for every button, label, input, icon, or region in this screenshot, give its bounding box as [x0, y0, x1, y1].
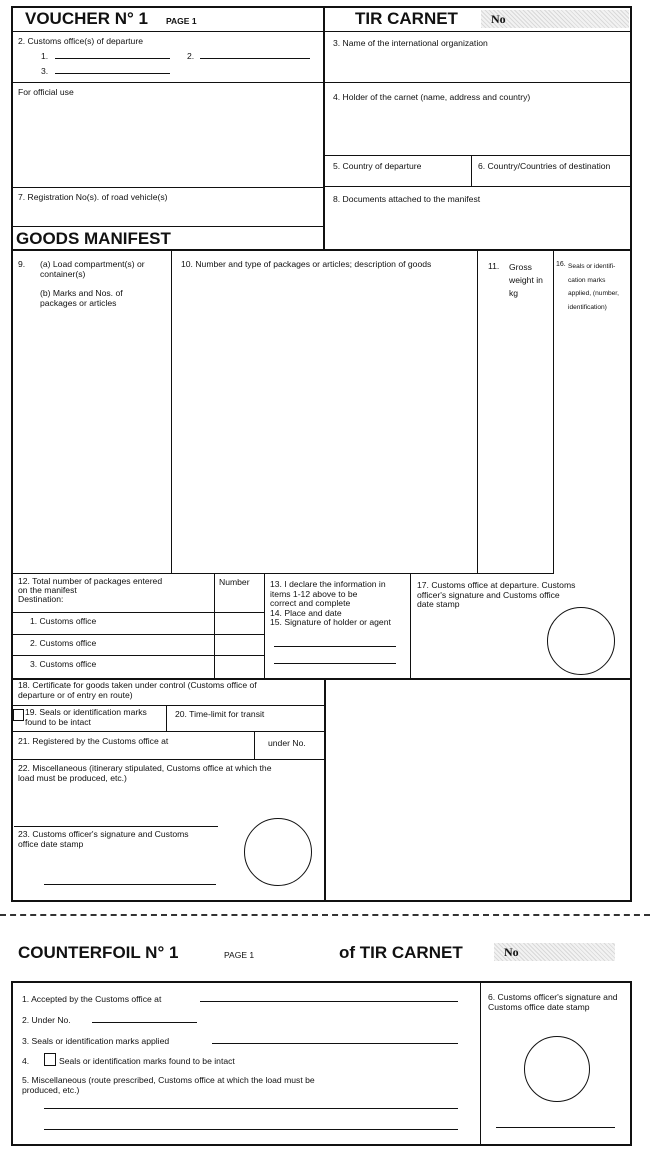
box23-label: 23. Customs officer's signature and Customs office date stamp — [18, 829, 189, 849]
divider-v-21 — [254, 731, 255, 759]
box2-field-3[interactable] — [55, 73, 170, 74]
carnet-number-box — [481, 10, 629, 28]
cf-border-top — [11, 981, 631, 983]
cf-item4-checkbox[interactable] — [44, 1053, 56, 1066]
cf-item2-field[interactable] — [92, 1022, 197, 1023]
cf-item1-field[interactable] — [200, 1001, 458, 1002]
box2-n3: 3. — [41, 66, 49, 76]
divider-h-manifest — [11, 249, 631, 251]
box22-label: 22. Miscellaneous (itinerary stipulated, Customs office at which the load must be produced, etc.) — [18, 763, 272, 783]
divider-h-18 — [11, 705, 325, 706]
cf-border-left — [11, 981, 13, 1145]
box19-checkbox[interactable] — [13, 709, 24, 721]
divider-v-19-20 — [166, 705, 167, 731]
box6-label: 6. Country/Countries of destination — [478, 161, 611, 171]
cf-item5: 5. Miscellaneous (route prescribed, Customs office at which the load must be produced, etc.) — [22, 1075, 315, 1095]
voucher-page: PAGE 1 — [166, 16, 197, 26]
box21-label: 21. Registered by the Customs office at — [18, 736, 169, 746]
divider-v-center — [323, 6, 325, 249]
cf-item3-field[interactable] — [212, 1043, 458, 1044]
box12-row2: 2. Customs office — [30, 638, 97, 648]
divider-v-col11 — [553, 249, 554, 574]
cf-item1: 1. Accepted by the Customs office at — [22, 994, 162, 1004]
cf-stamp-circle — [524, 1036, 590, 1102]
divider-h-l4 — [11, 226, 324, 227]
box15-signature-line-1[interactable] — [274, 646, 396, 647]
divider-h-b12-row3 — [11, 655, 264, 656]
border-right — [630, 6, 632, 901]
counterfoil-carnet-title: of TIR CARNET — [339, 943, 463, 962]
box2-field-1[interactable] — [55, 58, 170, 59]
divider-h-r1 — [323, 31, 631, 32]
tir-carnet-title: TIR CARNET — [355, 9, 458, 28]
divider-v-lower — [324, 678, 326, 901]
box11-label: Gross weight in kg — [509, 262, 543, 298]
cf-divider-v — [480, 981, 481, 1145]
cf-border-bottom — [11, 1144, 632, 1146]
box15-signature-line-2[interactable] — [274, 663, 396, 664]
box23-signature-line[interactable] — [44, 884, 216, 885]
box17-stamp-circle — [547, 607, 615, 675]
box20-label: 20. Time-limit for transit — [175, 709, 265, 719]
box12-row1: 1. Customs office — [30, 616, 97, 626]
box5-label: 5. Country of departure — [333, 161, 422, 171]
box2-label: 2. Customs office(s) of departure — [18, 36, 143, 46]
box12-number-header: Number — [219, 577, 250, 587]
box2-field-2[interactable] — [200, 58, 310, 59]
divider-h-21 — [11, 759, 325, 760]
cf-signature-line[interactable] — [496, 1127, 615, 1128]
box2-n2: 2. — [187, 51, 195, 61]
cf-box6-label: 6. Customs officer's signature and Customs office date stamp — [488, 992, 618, 1012]
divider-h-r3 — [323, 155, 631, 156]
divider-v-col10 — [477, 249, 478, 574]
counterfoil-number-box — [494, 943, 615, 961]
border-top — [11, 6, 631, 8]
box2-n1: 1. — [41, 51, 49, 61]
divider-h-b12-row1 — [11, 612, 264, 613]
divider-v-col9 — [171, 249, 172, 574]
official-use-label: For official use — [18, 87, 74, 97]
box9-num: 9. — [18, 259, 26, 269]
carnet-no-label: No — [491, 12, 506, 26]
box18-label: 18. Certificate for goods taken under control (Customs office of departure or of entry en route) — [18, 680, 257, 700]
voucher-title: VOUCHER N° 1 — [25, 9, 148, 28]
box4-label: 4. Holder of the carnet (name, address and country) — [333, 92, 531, 102]
box9-b: (b) Marks and Nos. of packages or articles — [40, 288, 123, 308]
divider-v-b12 — [214, 573, 215, 678]
divider-v-b13 — [264, 573, 265, 678]
box3-label: 3. Name of the international organization — [333, 38, 488, 48]
divider-h-manifest-bottom — [11, 573, 554, 574]
divider-h-r2 — [323, 82, 631, 83]
counterfoil-page: PAGE 1 — [224, 950, 255, 960]
cf-item4-label: Seals or identification marks found to be intact — [59, 1056, 235, 1066]
divider-h-b12-row2 — [11, 634, 264, 635]
cf-item5-field-1[interactable] — [44, 1108, 458, 1109]
cf-item5-field-2[interactable] — [44, 1129, 458, 1130]
goods-manifest-title: GOODS MANIFEST — [16, 229, 171, 248]
perforation-line — [0, 914, 650, 916]
box10-label: 10. Number and type of packages or articles; description of goods — [181, 259, 432, 269]
divider-h-l1 — [11, 31, 324, 32]
box8-label: 8. Documents attached to the manifest — [333, 194, 481, 204]
box16-num: 16. — [556, 261, 566, 268]
cf-border-right — [630, 981, 632, 1145]
cf-item4-num: 4. — [22, 1056, 30, 1066]
counterfoil-title: COUNTERFOIL N° 1 — [18, 943, 179, 962]
box9-a: (a) Load compartment(s) or container(s) — [40, 259, 145, 279]
box23-stamp-circle — [244, 818, 312, 886]
border-left — [11, 6, 13, 901]
box7-label: 7. Registration No(s). of road vehicle(s) — [18, 192, 168, 202]
box19-label: 19. Seals or identification marks found to be intact — [25, 707, 147, 727]
divider-v-56 — [471, 155, 472, 186]
box22-line[interactable] — [14, 826, 218, 827]
border-bottom — [11, 900, 632, 902]
divider-h-19 — [11, 731, 325, 732]
box21-under-no: under No. — [268, 738, 306, 748]
divider-h-r4 — [323, 186, 631, 187]
cf-item2: 2. Under No. — [22, 1015, 71, 1025]
box12-label: 12. Total number of packages entered on the manifest Destination: — [18, 576, 163, 604]
counterfoil-no-label: No — [504, 945, 519, 959]
box16-label: Seals or identifi- cation marks applied, (number, identification) — [568, 263, 619, 311]
box11-num: 11. — [488, 261, 500, 271]
box13-15-label: 13. I declare the information in items 1-12 above to be correct and complete 14. Place and date 15. Signature of holder or agent — [270, 579, 391, 628]
divider-h-l2 — [11, 82, 324, 83]
box12-row3: 3. Customs office — [30, 659, 97, 669]
divider-h-l3 — [11, 187, 324, 188]
cf-item3: 3. Seals or identification marks applied — [22, 1036, 170, 1046]
divider-v-b17 — [410, 573, 411, 678]
box17-label: 17. Customs office at departure. Customs officer's signature and Customs office date stamp — [417, 580, 576, 610]
